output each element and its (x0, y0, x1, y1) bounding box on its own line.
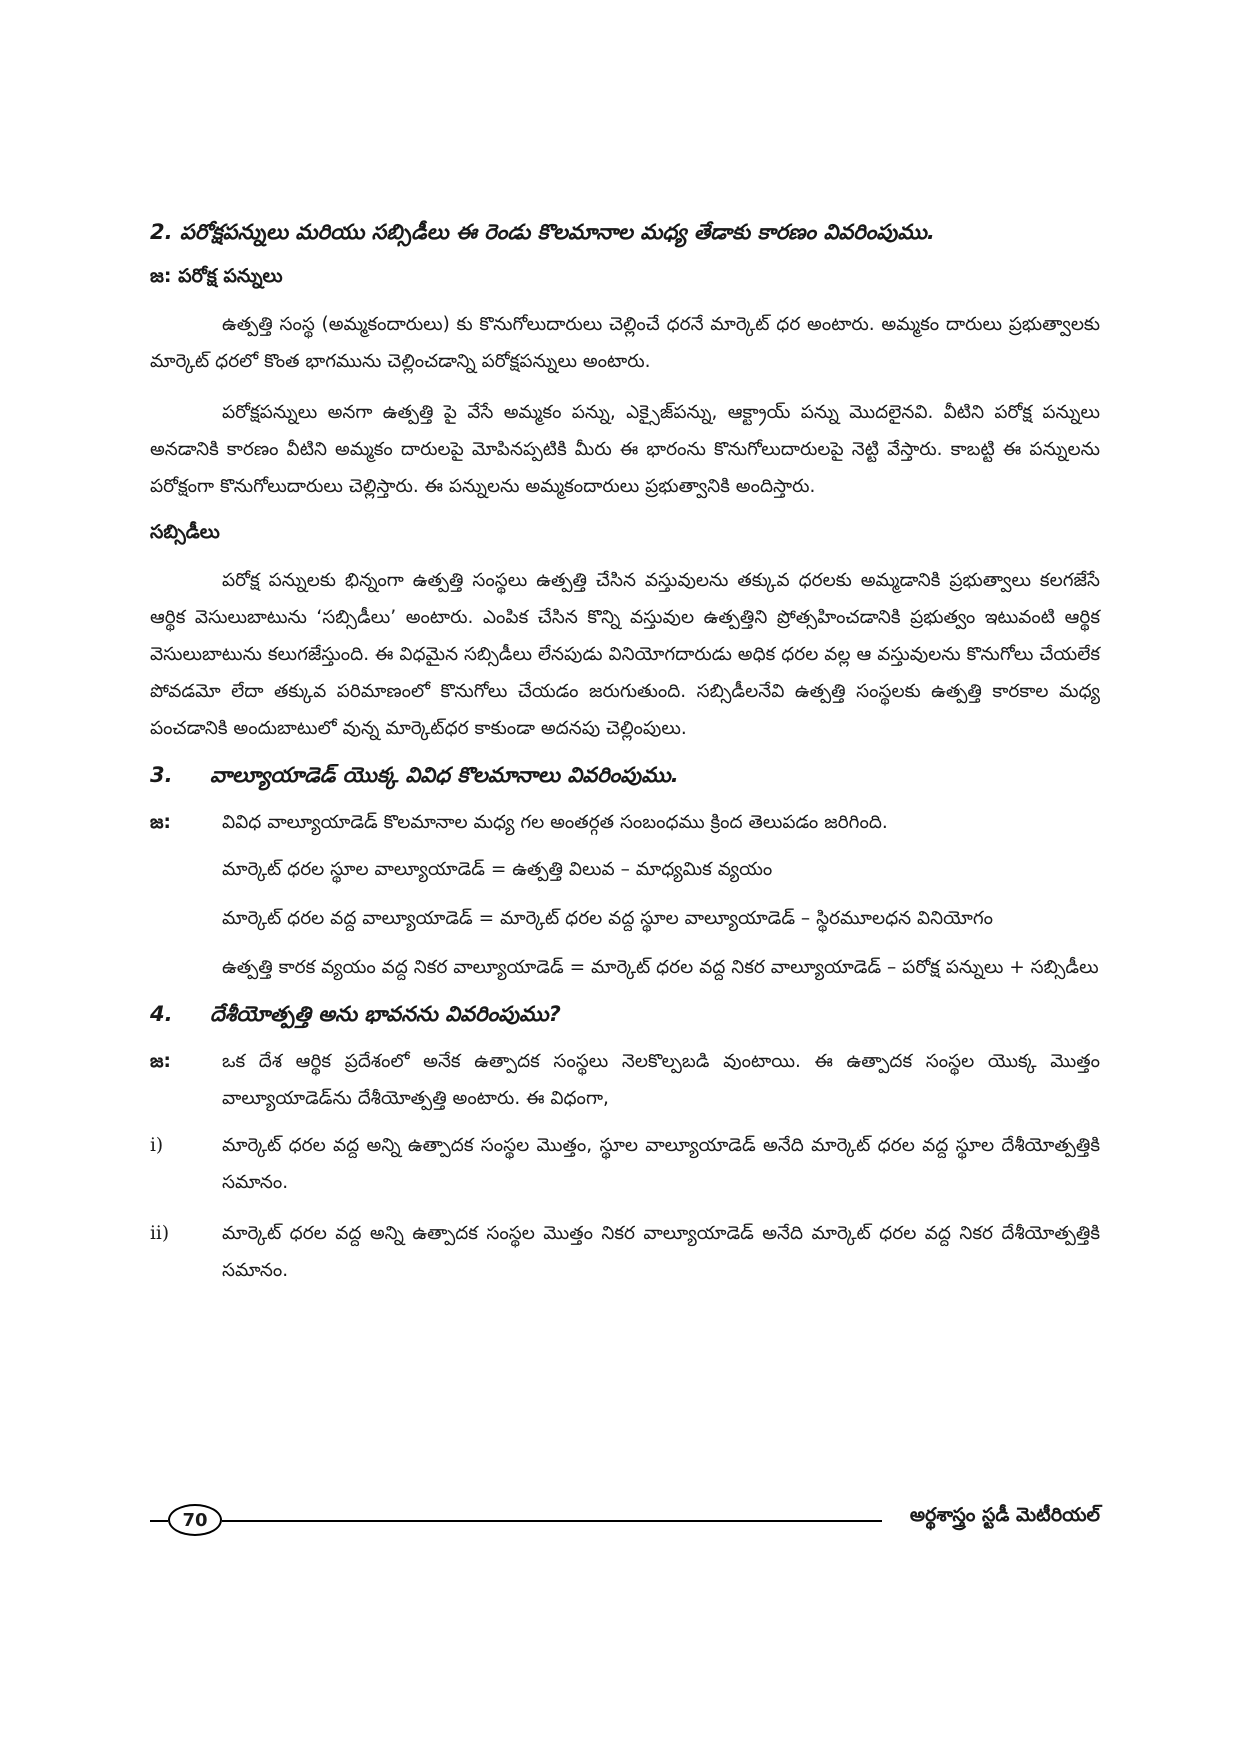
question-number: 4. (150, 1001, 173, 1026)
formula-2: మార్కెట్ ధరల వద్ద వాల్యూయాడెడ్ = మార్కెట్ ధరల వద్ద స్థూల వాల్యూయాడెడ్ – స్థిరమూలధన వినియోగం (222, 907, 994, 929)
list-item (150, 1127, 1100, 1201)
subsidy-heading: సబ్సిడీలు (150, 520, 220, 543)
formula-1: మార్కెట్ ధరల స్థూల వాల్యూయాడెడ్ = ఉత్పత్తి విలువ – మాధ్యమిక వ్యయం (222, 858, 773, 880)
formula-3: ఉత్పత్తి కారక వ్యయం వద్ద నికర వాల్యూయాడెడ్ = మార్కెట్ ధరల వద్ద నికర వాల్యూయాడెడ్ – పరోక్ష పన్నులు + సబ్సిడీలు (222, 956, 1099, 978)
question-number: 3. (150, 762, 173, 787)
list-item (150, 1215, 1100, 1289)
list-marker: i) (150, 1135, 164, 1157)
paragraph: పరోక్షపన్నులు అనగా ఉత్పత్తి పై వేసే అమ్మకం పన్ను, ఎక్సైజ్‌పన్ను, ఆక్ట్రాయ్ పన్ను మొదలైనవి. వీటిని పరోక్ష పన్నులు అనడానికి కారణం వీటిని అమ్మకం దారులపై మోపినప్పటికి మీరు ఈ భారంను కొనుగోలుదారులపై నెట్టి వేస్తారు. కాబట్టి ఈ పన్నులను పరోక్షంగా కొనుగోలుదారులు చెల్లిస్తారు. ఈ పన్నులను అమ్మకందారులు ప్రభుత్వానికి అందిస్తారు. (150, 401, 1100, 497)
question-text: దేశీయోత్పత్తి అను భావనను వివరింపుము? (210, 1001, 561, 1026)
list-text: మార్కెట్ ధరల వద్ద అన్ని ఉత్పాదక సంస్థల మొత్తం, స్థూల వాల్యూయాడెడ్ అనేది మార్కెట్ ధరల వద్ద స్థూల దేశీయోత్పత్తికి సమానం. (222, 1135, 1100, 1194)
answer-2-heading: జ: పరోక్ష పన్నులు (150, 265, 283, 288)
answer-text: వివిధ వాల్యూయాడెడ్ కొలమానాల మధ్య గల అంతర్గత సంబంధము క్రింద తెలుపడం జరిగింది. (222, 811, 888, 833)
page-content (150, 218, 1100, 1303)
answer-text: ఒక దేశ ఆర్థిక ప్రదేశంలో అనేక ఉత్పాదక సంస్థలు నెలకొల్పబడి వుంటాయి. ఈ ఉత్పాదక సంస్థల యొక్క మొత్తం వాల్యూయాడెడ్‌ను దేశీయోత్పత్తి అంటారు. ఈ విధంగా, (222, 1051, 1100, 1110)
paragraph: పరోక్ష పన్నులకు భిన్నంగా ఉత్పత్తి సంస్థలు ఉత్పత్తి చేసిన వస్తువులను తక్కువ ధరలకు అమ్మడానికి ప్రభుత్వాలు కలగజేసే ఆర్థిక వెసులుబాటును ‘సబ్సిడీలు’ అంటారు. ఎంపిక చేసిన కొన్ని వస్తువుల ఉత్పత్తిని ప్రోత్సహించడానికి ప్రభుత్వం ఇటువంటి ఆర్థిక వెసులుబాటును కలుగజేస్తుంది. ఈ విధమైన సబ్సిడీలు లేనపుడు వినియోగదారుడు అధిక ధరల వల్ల ఆ వస్తువులను కొనుగోలు చేయలేక పోవడమో లేదా తక్కువ పరిమాణంలో కొనుగోలు చేయడం జరుగుతుంది. సబ్సిడీలనేవి ఉత్పత్తి సంస్థలకు ఉత్పత్తి కారకాల మధ్య పంచడానికి అందుబాటులో వున్న మార్కెట్‌ధర కాకుండా అదనపు చెల్లింపులు. (150, 569, 1100, 739)
question-3-heading (150, 761, 1100, 790)
page-footer (150, 1500, 1100, 1540)
footer-rule (150, 1520, 168, 1522)
answer-4 (150, 1043, 1100, 1117)
question-2-heading: 2. పరోక్షపన్నులు మరియు సబ్సిడీలు ఈ రెండు కొలమానాల మధ్య తేడాకు కారణం వివరింపుము. (150, 220, 935, 244)
question-text: వాల్యూయాడెడ్ యొక్క వివిధ కొలమానాలు వివరింపుము. (210, 762, 679, 787)
answer-label: జ: (150, 811, 171, 833)
answer-3 (150, 804, 1100, 841)
page-number: 70 (168, 1504, 222, 1536)
answer-label: జ: (150, 1051, 171, 1073)
footer-rule (222, 1520, 882, 1522)
question-4-heading (150, 1000, 1100, 1029)
paragraph: ఉత్పత్తి సంస్థ (అమ్మకందారులు) కు కొనుగోలుదారులు చెల్లించే ధరనే మార్కెట్ ధర అంటారు. అమ్మకం దారులు ప్రభుత్వాలకు మార్కెట్ ధరలో కొంత భాగమును చెల్లించడాన్ని పరోక్షపన్నులు అంటారు. (150, 313, 1100, 372)
list-marker: ii) (150, 1223, 170, 1245)
footer-title: అర్థశాస్త్రం స్టడీ మెటీరియల్ (909, 1504, 1100, 1526)
list-text: మార్కెట్ ధరల వద్ద అన్ని ఉత్పాదక సంస్థల మొత్తం నికర వాల్యూయాడెడ్ అనేది మార్కెట్ ధరల వద్ద నికర దేశీయోత్పత్తికి సమానం. (222, 1223, 1100, 1282)
